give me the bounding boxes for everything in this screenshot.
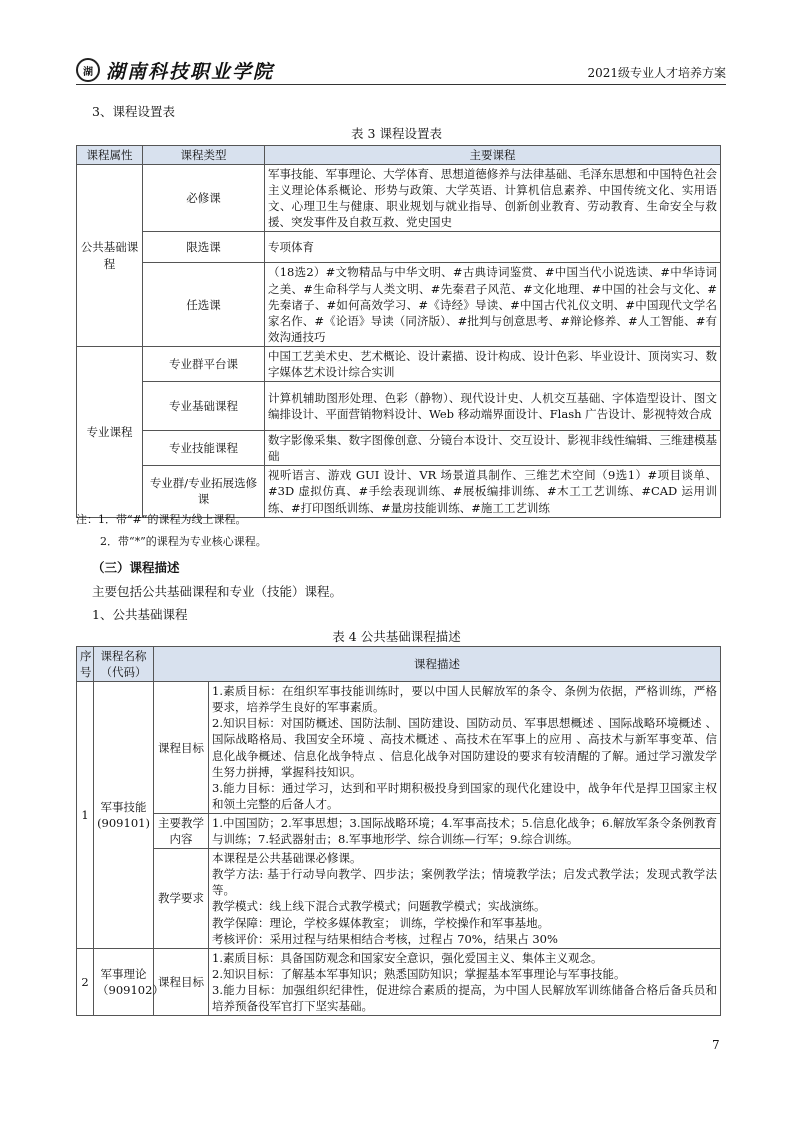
document-title: 2021级专业人才培养方案 — [587, 66, 726, 80]
school-name: 湖南科技职业学院 — [106, 60, 275, 83]
header-name: 课程名称（代码） — [94, 647, 154, 682]
attribute-cell: 专业课程 — [77, 346, 143, 517]
item-content — [209, 813, 721, 848]
type-cell: 限选课 — [143, 232, 265, 263]
page-number: 7 — [712, 1038, 720, 1052]
item-label: 课程目标 — [154, 682, 209, 814]
content-line: 1.素质目标：在组织军事技能训练时，要以中国人民解放军的条令、条例为依据，严格训练，严格要求，培养学生良好的军事素质。 — [212, 684, 717, 715]
subsection-title-public: 1、公共基础课程 — [92, 607, 188, 622]
course-no: 1 — [77, 682, 94, 949]
table-row — [77, 813, 721, 848]
table-row — [77, 849, 721, 949]
table-row — [77, 346, 721, 381]
type-cell: 必修课 — [143, 165, 265, 232]
header-courses: 主要课程 — [265, 146, 721, 165]
course-setup-table — [76, 145, 721, 518]
item-label: 主要教学内容 — [154, 813, 209, 848]
courses-cell: 中国工艺美术史、艺术概论、设计素描、设计构成、设计色彩、毕业设计、顶岗实习、数字媒体艺术设计综合实训 — [265, 346, 721, 381]
header-no: 序号 — [77, 647, 94, 682]
content-line: 2.知识目标：对国防概述、国防法制、国防建设、国防动员、军事思想概述 、国际战略环境概述 、国际战略格局、我国安全环境 、高技术概述 、高技术在军事上的应用 、高技术与新军事变革、信息化战争概述、信息化战争特点 、信息化战争对国防建设的要求有较清醒的了解。通过学习激发学生努力拼搏，掌握科技知识。 — [212, 716, 717, 779]
course-code: （909102） — [97, 982, 164, 997]
notes-prefix: 注： — [76, 513, 98, 526]
attribute-cell: 公共基础课程 — [77, 165, 143, 347]
courses-cell: 专项体育 — [265, 232, 721, 263]
table-header-row — [77, 146, 721, 165]
part3-heading: （三）课程描述 — [92, 560, 180, 575]
courses-cell: （18选2）#文物精品与中华文明、#古典诗词鉴赏、#中国当代小说选读、#中华诗词之美、#生命科学与人类文明、#先秦君子风范、#文化地理、#中国的社会与文化、#先秦诸子、#如何高效学习、#《诗经》导读、#中国古代礼仪文明、#中国现代文学名家名作、#《论语》导读（同济版）、#批判与创意思考、#辩论修养、#人工智能、#有效沟通技巧 — [265, 263, 721, 346]
content-line: 2.知识目标：了解基本军事知识；熟悉国防知识；掌握基本军事理论与军事技能。 — [212, 966, 626, 981]
item-content — [209, 849, 721, 949]
courses-cell: 视听语言、游戏 GUI 设计、VR 场景道具制作、三维艺术空间（9选1）#项目谈单、#3D 虚拟仿真、#手绘表现训练、#展板编排训练、#木工工艺训练、#CAD 运用训练、#打印图纸训练、#量房技能训练、#施工工艺训练 — [265, 466, 721, 517]
item-label: 课程目标 — [154, 948, 209, 1015]
courses-cell: 军事技能、军事理论、大学体育、思想道德修养与法律基础、毛泽东思想和中国特色社会主义理论体系概论、形势与政策、大学英语、计算机信息素养、中国传统文化、实用语文、心理卫生与健康、职业规划与就业指导、创新创业教育、劳动教育、生命安全与救援、突发事件及自救互救、党史国史 — [265, 165, 721, 232]
table-header-row — [77, 647, 721, 682]
type-cell: 专业技能课程 — [143, 431, 265, 466]
table-row — [77, 165, 721, 232]
table-notes — [76, 509, 267, 553]
table-row — [77, 263, 721, 346]
content-line: 3.能力目标：通过学习，达到和平时期积极投身到国家的现代化建设中，战争年代是捍卫国家主权和领土完整的后备人才。 — [212, 780, 717, 811]
course-name: 军事技能 — [100, 799, 147, 814]
table-row — [77, 382, 721, 431]
table3-caption: 表 3 课程设置表 — [351, 126, 442, 141]
table4-caption: 表 4 公共基础课程描述 — [332, 629, 461, 644]
header-desc: 课程描述 — [154, 647, 721, 682]
type-cell: 专业群平台课 — [143, 346, 265, 381]
course-name-cell — [94, 948, 164, 1015]
part3-intro: 主要包括公共基础课程和专业（技能）课程。 — [92, 584, 343, 599]
school-seal-icon: 湖 — [76, 58, 100, 82]
header-type: 课程类型 — [143, 146, 265, 165]
content-line: 教学方法: 基于行动导向教学、四步法；案例教学法；情境教学法；启发式教学法；发现式教学法等。 — [212, 867, 717, 898]
course-no: 2 — [77, 948, 94, 1015]
section-title-course-setup: 3、课程设置表 — [92, 104, 175, 119]
course-name: 军事理论 — [100, 966, 147, 981]
course-name-cell — [94, 682, 154, 949]
table-row — [77, 431, 721, 466]
item-label: 教学要求 — [154, 849, 209, 949]
type-cell: 专业群/专业拓展选修课 — [143, 466, 265, 517]
content-line: 考核评价：采用过程与结果相结合考核，过程占 70%，结果占 30% — [212, 931, 558, 946]
note-online: 1．带“#”的课程为线上课程。 — [98, 513, 247, 526]
table-row — [77, 682, 721, 814]
content-line: 1.中国国防；2.军事思想；3.国际战略环境；4.军事高技术；5.信息化战争；6.解放军条令条例教育与训练；7.轻武器射击；8.军事地形学、综合训练—行军；9.综合训练。 — [212, 815, 717, 847]
type-cell: 专业基础课程 — [143, 382, 265, 431]
content-line: 本课程是公共基础课必修课。 — [212, 851, 362, 866]
page-header — [76, 58, 726, 85]
item-content — [209, 682, 721, 814]
content-line: 教学保障：理论，学校多媒体教室； 训练，学校操作和军事基地。 — [212, 915, 550, 930]
courses-cell: 计算机辅助图形处理、色彩（静物）、现代设计史、人机交互基础、字体造型设计、图文编排设计、平面营销物料设计、Web 移动端界面设计、Flash 广告设计、影视特效合成 — [265, 382, 721, 431]
note-core: 2．带“*”的课程为专业核心课程。 — [100, 535, 267, 548]
content-line: 3.能力目标：加强组织纪律性，促进综合素质的提高，为中国人民解放军训练储备合格后备兵员和培养预备役军官打下坚实基础。 — [212, 982, 717, 1013]
course-code: (909101) — [97, 815, 150, 830]
item-content — [209, 948, 721, 1015]
content-line: 教学模式：线上线下混合式教学模式；问题教学模式；实战演练。 — [212, 899, 546, 914]
courses-cell: 数字影像采集、数字图像创意、分镜台本设计、交互设计、影视非线性编辑、三维建模基础 — [265, 431, 721, 466]
content-line: 1.素质目标：具备国防观念和国家安全意识，强化爱国主义、集体主义观念。 — [212, 950, 603, 965]
type-cell: 任选课 — [143, 263, 265, 346]
table-row — [77, 948, 721, 1015]
school-logo — [76, 58, 274, 82]
public-course-description-table — [76, 646, 721, 1016]
header-attribute: 课程属性 — [77, 146, 143, 165]
table-row — [77, 232, 721, 263]
